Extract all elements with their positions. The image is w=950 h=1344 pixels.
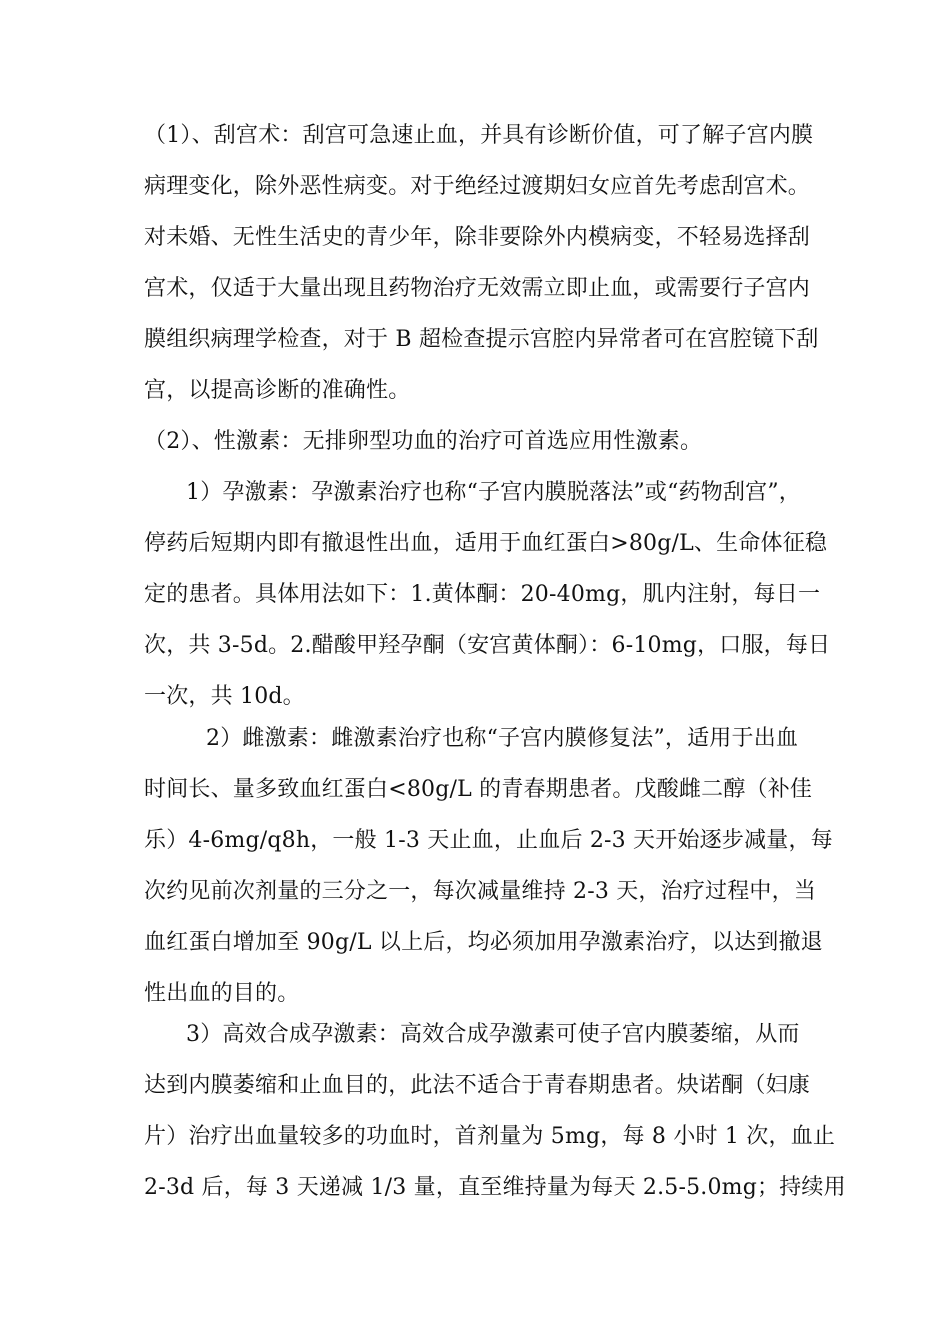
text-line: 次，共 3-5d。2.醋酸甲羟孕酮（安宫黄体酮）：6-10mg，口服，每日 xyxy=(144,633,831,658)
text-line: 时间长、量多致血红蛋白<80g/L 的青春期患者。戊酸雌二醇（补佳 xyxy=(144,777,813,802)
paragraph-estrogen xyxy=(144,713,833,1019)
paragraph-progestin xyxy=(144,467,831,722)
text-line: 达到内膜萎缩和止血目的，此法不适合于青春期患者。炔诺酮（妇康 xyxy=(144,1073,811,1098)
text-line: 次约见前次剂量的三分之一，每次减量维持 2-3 天，治疗过程中，当 xyxy=(144,879,817,904)
text-line: 宫术，仅适于大量出现且药物治疗无效需立即止血，或需要行子宫内 xyxy=(144,276,811,301)
paragraph-curettage xyxy=(144,110,819,416)
text-line: 定的患者。具体用法如下：1.黄体酮：20-40mg，肌内注射，每日一 xyxy=(144,582,821,607)
text-line: 病理变化，除外恶性病变。对于绝经过渡期妇女应首先考虑刮宫术。 xyxy=(144,174,811,199)
text-line: 停药后短期内即有撤退性出血，适用于血红蛋白>80g/L、生命体征稳 xyxy=(144,531,828,556)
text-line: 片）治疗出血量较多的功血时，首剂量为 5mg，每 8 小时 1 次，血止 xyxy=(144,1124,836,1149)
text-line: 乐）4-6mg/q8h，一般 1-3 天止血，止血后 2-3 天开始逐步减量，每 xyxy=(144,828,833,853)
paragraph-synthetic-progestin xyxy=(144,1009,846,1213)
text-line: 膜组织病理学检查，对于 B 超检查提示宫腔内异常者可在宫腔镜下刮 xyxy=(144,327,819,352)
text-line: （2）、性激素：无排卵型功血的治疗可首选应用性激素。 xyxy=(144,429,703,454)
text-line: （1）、刮宫术：刮宫可急速止血，并具有诊断价值，可了解子宫内膜 xyxy=(144,123,814,148)
text-line: 2）雌激素：雌激素治疗也称“子宫内膜修复法”，适用于出血 xyxy=(206,726,799,751)
text-line: 血红蛋白增加至 90g/L 以上后，均必须加用孕激素治疗，以达到撤退 xyxy=(144,930,823,955)
text-line: 性出血的目的。 xyxy=(144,981,300,1006)
text-line: 3）高效合成孕激素：高效合成孕激素可使子宫内膜萎缩，从而 xyxy=(186,1022,800,1047)
text-line: 宫，以提高诊断的准确性。 xyxy=(144,378,411,403)
text-line: 对未婚、无性生活史的青少年，除非要除外内模病变，不轻易选择刮 xyxy=(144,225,811,250)
text-line: 1）孕激素：孕激素治疗也称“子宫内膜脱落法”或“药物刮宫”， xyxy=(186,480,801,505)
text-line: 一次，共 10d。 xyxy=(144,684,305,709)
text-line: 2-3d 后，每 3 天递减 1/3 量，直至维持量为每天 2.5-5.0mg；持续用 xyxy=(144,1175,846,1200)
paragraph-sex-hormones xyxy=(144,416,812,467)
